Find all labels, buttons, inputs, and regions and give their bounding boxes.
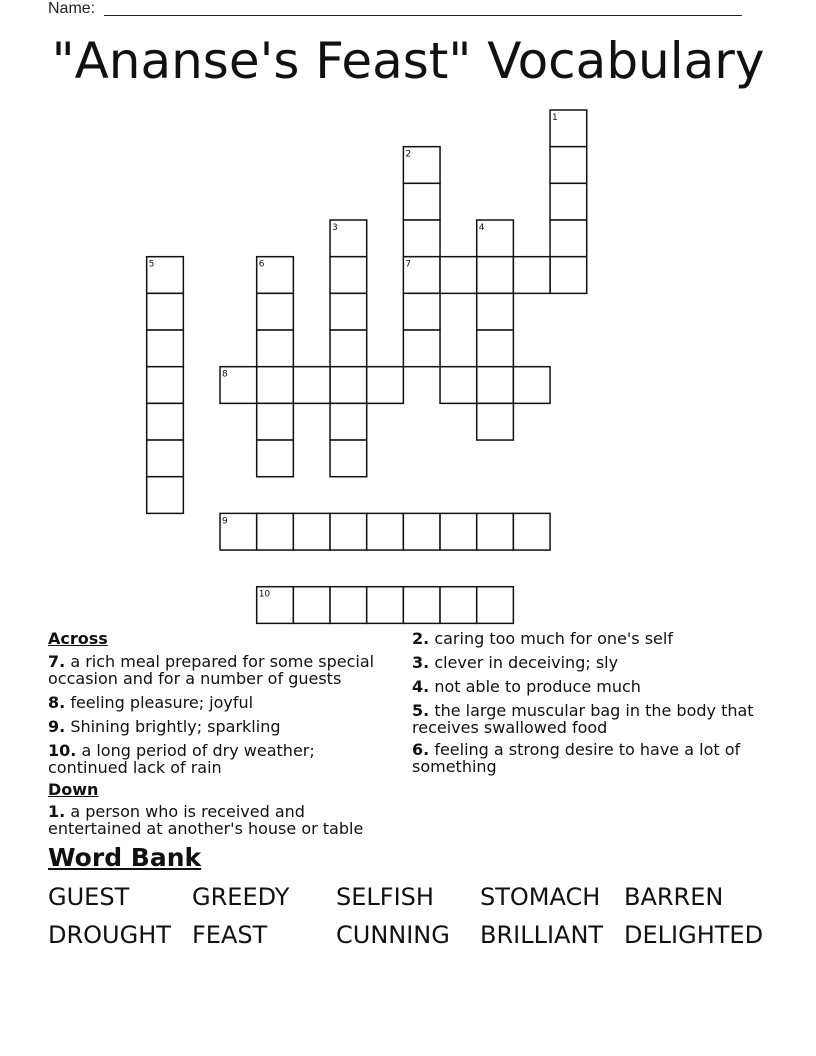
word-bank-word: CUNNING <box>336 921 450 949</box>
word-bank-word: BARREN <box>624 883 724 911</box>
clue-number: 4. <box>412 677 430 696</box>
clue-number: 3. <box>412 653 430 672</box>
crossword-cell[interactable] <box>440 513 477 550</box>
crossword-cell[interactable] <box>477 257 514 294</box>
word-bank-word: SELFISH <box>336 883 434 911</box>
crossword-cell[interactable] <box>440 367 477 404</box>
word-bank-word: DROUGHT <box>48 921 171 949</box>
clue-across-9 <box>48 718 393 735</box>
clue-number: 2. <box>412 629 430 648</box>
word-bank-word: STOMACH <box>480 883 601 911</box>
crossword-cell[interactable] <box>147 330 184 367</box>
crossword-cell[interactable] <box>403 330 440 367</box>
crossword-cell[interactable] <box>330 403 367 440</box>
clue-down-4 <box>412 678 757 695</box>
crossword-cell[interactable] <box>330 257 367 294</box>
clue-number: 9. <box>48 717 66 736</box>
crossword-cell[interactable] <box>293 513 330 550</box>
clue-down-6 <box>412 741 757 775</box>
clue-across-7 <box>48 653 393 687</box>
word-bank-word: GUEST <box>48 883 130 911</box>
word-bank-word: GREEDY <box>192 883 290 911</box>
clue-text: a person who is received and entertained at another's house or table <box>48 802 364 838</box>
word-bank-word: DELIGHTED <box>624 921 764 949</box>
clue-text: feeling pleasure; joyful <box>70 693 254 712</box>
crossword-cell[interactable] <box>293 587 330 624</box>
crossword-cell[interactable] <box>403 587 440 624</box>
crossword-cell[interactable] <box>257 293 294 330</box>
crossword-cell[interactable] <box>403 513 440 550</box>
crossword-cell[interactable] <box>513 367 550 404</box>
crossword-cell[interactable] <box>257 367 294 404</box>
cell-number: 5 <box>148 259 155 270</box>
crossword-cell[interactable] <box>477 330 514 367</box>
crossword-cell[interactable] <box>403 220 440 257</box>
crossword-cell[interactable] <box>330 293 367 330</box>
cell-number: 4 <box>478 223 485 234</box>
page-title: "Ananse's Feast" Vocabulary <box>51 32 765 90</box>
crossword-cell[interactable] <box>330 367 367 404</box>
crossword-cell[interactable] <box>477 587 514 624</box>
word-bank-word: FEAST <box>192 921 268 949</box>
clue-down-2 <box>412 630 757 647</box>
crossword-cell[interactable] <box>330 587 367 624</box>
word-bank-title: Word Bank <box>48 843 202 872</box>
clue-text: caring too much for one's self <box>434 629 673 648</box>
clue-number: 8. <box>48 693 66 712</box>
crossword-cell[interactable] <box>330 513 367 550</box>
clue-text: clever in deceiving; sly <box>434 653 619 672</box>
crossword-cell[interactable] <box>257 330 294 367</box>
clue-text: feeling a strong desire to have a lot of something <box>412 740 741 776</box>
crossword-cell[interactable] <box>477 513 514 550</box>
clue-across-10 <box>48 742 393 776</box>
crossword-cell[interactable] <box>367 367 404 404</box>
clue-down-5 <box>412 702 757 736</box>
crossword-cell[interactable] <box>550 257 587 294</box>
crossword-cell[interactable] <box>330 440 367 477</box>
cell-number: 10 <box>258 589 271 600</box>
crossword-cell[interactable] <box>257 440 294 477</box>
clue-text: a long period of dry weather; continued lack of rain <box>48 741 315 777</box>
cell-number: 8 <box>222 369 228 380</box>
crossword-cell[interactable] <box>477 293 514 330</box>
crossword-cell[interactable] <box>477 367 514 404</box>
crossword-cell[interactable] <box>367 513 404 550</box>
crossword-cell[interactable] <box>257 403 294 440</box>
across-heading: Across <box>48 629 108 648</box>
crossword-cell[interactable] <box>147 367 184 404</box>
clue-number: 5. <box>412 701 430 720</box>
cell-number: 7 <box>405 259 412 270</box>
clue-number: 7. <box>48 652 66 671</box>
crossword-cell[interactable] <box>147 440 184 477</box>
clue-across-8 <box>48 694 393 711</box>
clue-number: 1. <box>48 802 66 821</box>
name-label: Name: <box>48 0 96 17</box>
cell-number: 2 <box>405 149 412 160</box>
crossword-cell[interactable] <box>513 257 550 294</box>
word-bank-word: BRILLIANT <box>480 921 604 949</box>
down-heading: Down <box>48 780 99 799</box>
clue-down-1 <box>48 803 393 837</box>
clue-number: 6. <box>412 740 430 759</box>
clue-text: Shining brightly; sparkling <box>70 717 281 736</box>
crossword-cell[interactable] <box>550 220 587 257</box>
crossword-cell[interactable] <box>147 477 184 514</box>
crossword-cell[interactable] <box>147 293 184 330</box>
clue-text: not able to produce much <box>434 677 641 696</box>
crossword-cell[interactable] <box>403 293 440 330</box>
clue-number: 10. <box>48 741 77 760</box>
clue-text: a rich meal prepared for some special occasion and for a number of guests <box>48 652 375 688</box>
clue-text: the large muscular bag in the body that receives swallowed food <box>412 701 754 737</box>
crossword-cell[interactable] <box>440 587 477 624</box>
cell-number: 6 <box>258 259 265 270</box>
crossword-cell[interactable] <box>147 403 184 440</box>
crossword-cell[interactable] <box>367 587 404 624</box>
crossword-cell[interactable] <box>550 183 587 220</box>
cell-number: 9 <box>222 516 228 527</box>
crossword-cell[interactable] <box>257 513 294 550</box>
cell-number: 3 <box>332 223 338 234</box>
crossword-cell[interactable] <box>440 257 477 294</box>
crossword-cell[interactable] <box>513 513 550 550</box>
crossword-cell[interactable] <box>293 367 330 404</box>
crossword-cell[interactable] <box>403 183 440 220</box>
crossword-cell[interactable] <box>477 403 514 440</box>
cell-number: 1 <box>552 113 558 124</box>
crossword-cell[interactable] <box>550 147 587 184</box>
crossword-cell[interactable] <box>330 330 367 367</box>
clue-down-3 <box>412 654 757 671</box>
